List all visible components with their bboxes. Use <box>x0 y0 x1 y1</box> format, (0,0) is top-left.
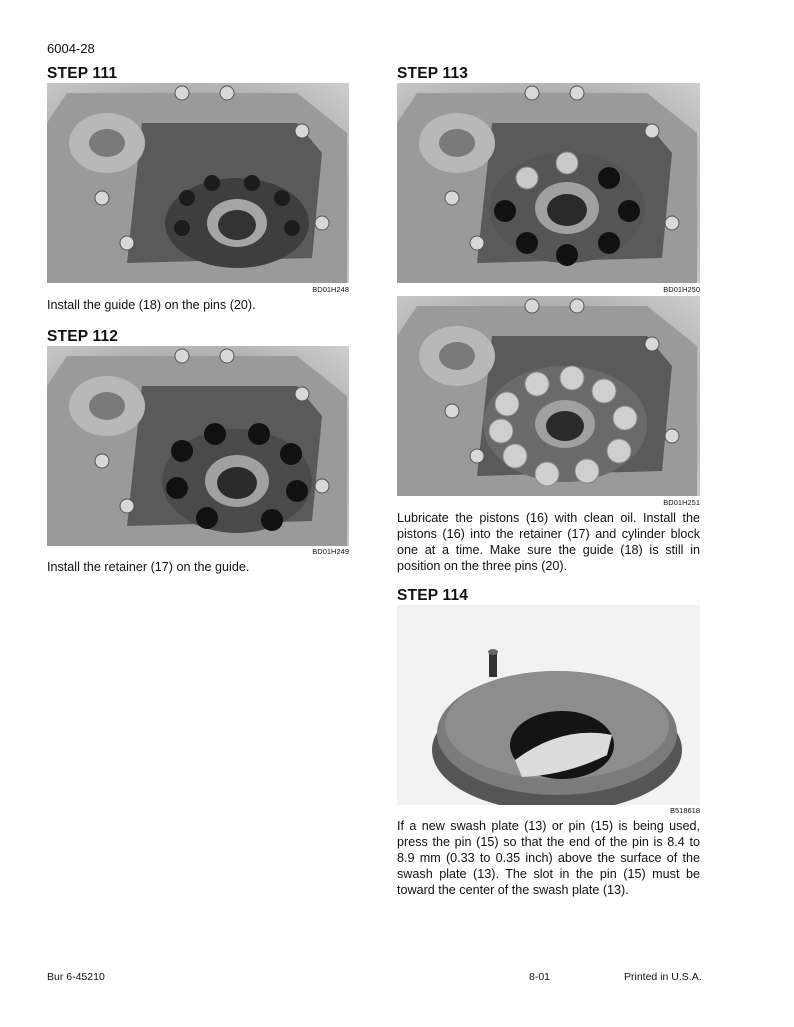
step-114-image-code: B518618 <box>669 806 700 815</box>
step-114-photo <box>397 605 700 805</box>
step-113-title: STEP 113 <box>397 65 469 82</box>
step-113-photo-1 <box>397 83 700 283</box>
housing-retainer-photo <box>47 346 349 546</box>
step-112-image-code: BD01H249 <box>312 547 349 556</box>
step-114-text: If a new swash plate (13) or pin (15) is being used, press the pin (15) so that the end of the pin is 8.4 to 8.9 mm (0.33 to 0.35 inch) above the surface of the swash plate (13). The slot in the pin (15) must be toward the center of the swash plate (13). <box>397 819 700 897</box>
page-number: 6004-28 <box>47 41 95 56</box>
step-112-text: Install the retainer (17) on the guide. <box>47 560 250 574</box>
step-113-text: Lubricate the pistons (16) with clean oil. Install the pistons (16) into the retainer (17) and cylinder block one at a time. Make sure the guide (18) is still in position on the three pins (20). <box>397 511 700 573</box>
step-111-title: STEP 111 <box>47 65 118 82</box>
swash-plate-photo <box>397 605 700 805</box>
footer-date: 8-01 <box>529 971 551 983</box>
housing-partial-pistons-photo <box>397 83 700 283</box>
step-114-title: STEP 114 <box>397 587 469 604</box>
step-112-title: STEP 112 <box>47 328 119 345</box>
housing-all-pistons-photo <box>397 296 700 496</box>
footer-doc-number: Bur 6-45210 <box>47 971 105 983</box>
step-112-photo <box>47 346 349 546</box>
step-111-text: Install the guide (18) on the pins (20). <box>47 298 256 312</box>
footer-printed: Printed in U.S.A. <box>624 971 702 983</box>
housing-guide-photo <box>47 83 349 283</box>
step-113-image-code-1: BD01H250 <box>663 285 700 294</box>
step-113-image-code-2: BD01H251 <box>663 498 700 507</box>
step-111-photo <box>47 83 349 283</box>
step-111-image-code: BD01H248 <box>312 285 349 294</box>
step-113-photo-2 <box>397 296 700 496</box>
